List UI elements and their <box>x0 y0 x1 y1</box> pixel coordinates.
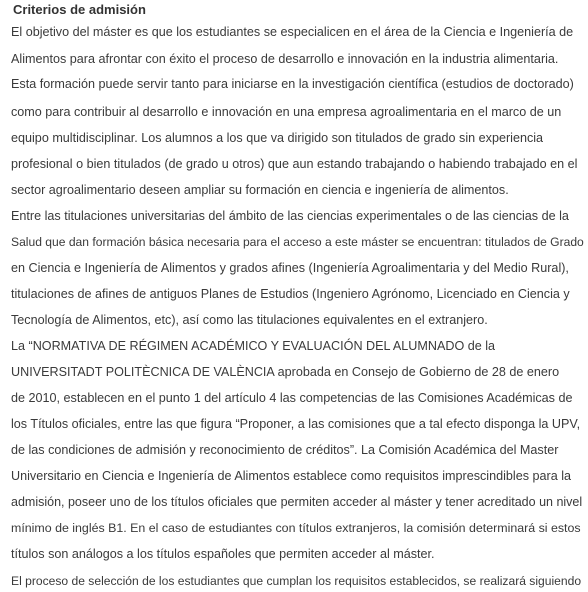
text-line: títulos son análogos a los títulos españoles que permiten acceder al máster. <box>11 547 435 561</box>
text-line: Entre las titulaciones universitarias del ámbito de las ciencias experimentales o de las ciencias de la <box>11 209 569 223</box>
text-line: profesional o bien titulados (de grado u otros) que aun estando trabajando o habiendo trabajado en el <box>11 157 578 171</box>
text-line: El objetivo del máster es que los estudiantes se especialicen en el área de la Ciencia e Ingeniería de <box>11 25 574 39</box>
text-line: en Ciencia e Ingeniería de Alimentos y grados afines (Ingeniería Agroalimentaria y del Medio Rural), <box>11 261 569 275</box>
section-heading: Criterios de admisión <box>13 2 146 17</box>
text-line: Alimentos para afrontar con éxito el proceso de desarrollo e innovación en la industria alimentaria. <box>11 52 559 66</box>
text-line: sector agroalimentario deseen ampliar su formación en ciencia e ingeniería de alimentos. <box>11 183 509 197</box>
text-line: mínimo de inglés B1. En el caso de estudiantes con títulos extranjeros, la comisión determinará si estos <box>11 521 581 535</box>
text-line: los Títulos oficiales, entre las que figura “Proponer, a las comisiones que a tal efecto disponga la UPV, <box>11 417 581 431</box>
text-line: UNIVERSITADT POLITÈCNICA DE VALÈNCIA aprobada en Consejo de Gobierno de 28 de enero <box>11 365 560 379</box>
text-line: de 2010, establecen en el punto 1 del artículo 4 las competencias de las Comisiones Académicas de <box>11 391 573 405</box>
text-line: titulaciones de afines de antiguos Planes de Estudios (Ingeniero Agrónomo, Licenciado en Ciencia y <box>11 287 570 301</box>
text-line: Esta formación puede servir tanto para iniciarse en la investigación científica (estudios de doctorado) <box>11 77 574 91</box>
text-line: Tecnología de Alimentos, etc), así como las titulaciones equivalentes en el extranjero. <box>11 313 488 327</box>
text-line: admisión, poseer uno de los títulos oficiales que permiten acceder al máster y tener acreditado un nivel <box>11 495 583 509</box>
text-line: Salud que dan formación básica necesaria para el acceso a este máster se encuentran: titulados de Grado <box>11 235 584 249</box>
text-line: de las condiciones de admisión y reconocimiento de créditos”. La Comisión Académica del Master <box>11 443 559 457</box>
text-line: como para contribuir al desarrollo e innovación en una empresa agroalimentaria en el marco de un <box>11 105 562 119</box>
text-line: Universitario en Ciencia e Ingeniería de Alimentos establece como requisitos imprescindibles para la <box>11 469 572 483</box>
text-line: equipo multidisciplinar. Los alumnos a los que va dirigido son titulados de grado sin experiencia <box>11 131 544 145</box>
text-line: El proceso de selección de los estudiantes que cumplan los requisitos establecidos, se realizará siguiendo <box>11 574 582 588</box>
text-line: La “NORMATIVA DE RÉGIMEN ACADÉMICO Y EVALUACIÓN DEL ALUMNADO de la <box>11 339 496 353</box>
